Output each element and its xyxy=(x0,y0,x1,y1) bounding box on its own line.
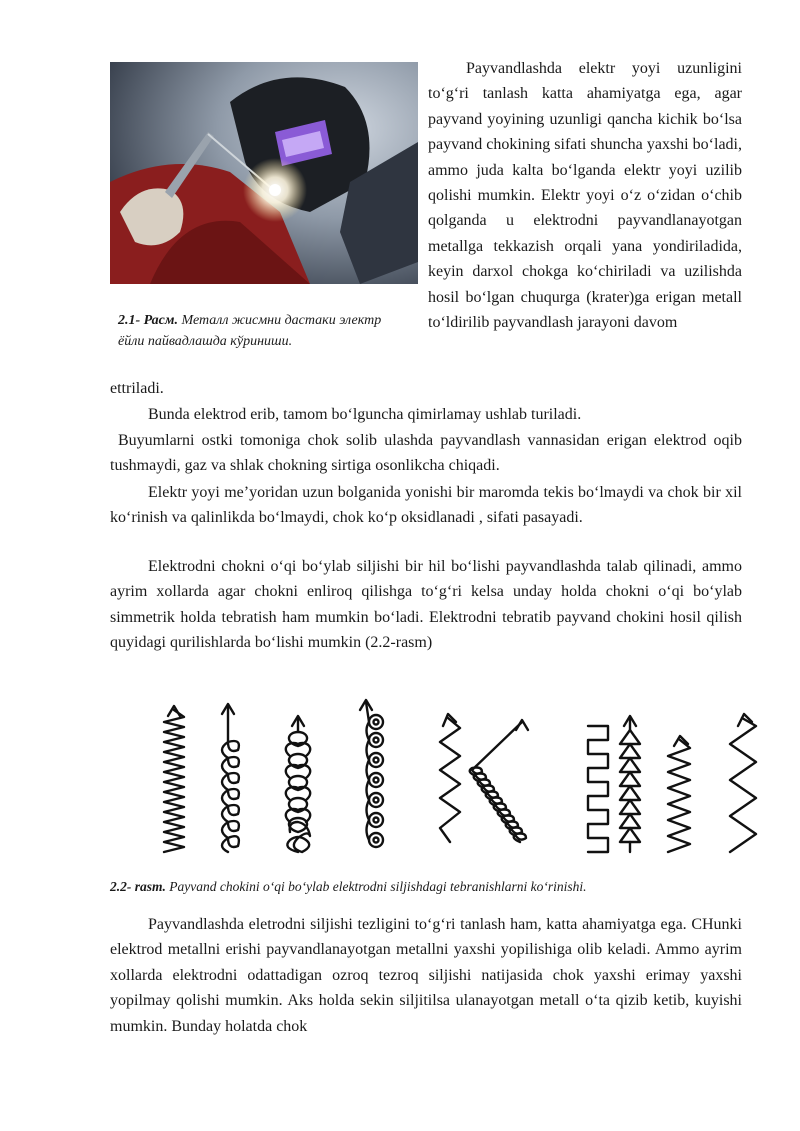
paragraph-electrode-speed: Payvandlashda eletrodni siljishi tezligini to‘g‘ri tanlash ham, katta ahamiyatga ega. CHunki elektrod metallni erishi payvandlanayotgan metallni yaxshi yopilishiga olib keladi. Ammo ayrim xollarda elektrodni odattadigan ozroq tezroq siljishi natijasida chok yaxshi erimay yaxshi yopilmay qolishi mumkin. Aks holda sekin siljitilsa ulanayotgan metall o‘ta qizib ketib, kuyishi mumkin. Bunday holatda chok xyxy=(110,916,742,1035)
paragraph-electrode-hold: Bunda elektrod erib, tamom bo‘lguncha qimirlamay ushlab turiladi. xyxy=(148,406,582,423)
figure-2-1-caption-number: 2.1- Расм. xyxy=(118,313,178,328)
figure-2-1-caption xyxy=(118,310,388,352)
welding-photo xyxy=(110,62,418,284)
paragraph-electrode-oscillation: Elektrodni chokni o‘qi bo‘ylab siljishi bir hil bo‘lishi payvandlashda talab qilinadi, ammo ayrim xollarda agar chokni enliroq qilishga to‘g‘ri kelsa unday holda chokni o‘qi bo‘ylab simmetrik holda tebratish ham mumkin bo‘ladi. Elektrodni tebratib payvand chokini hosil qilish quyidagi qurilishlarda bo‘lishi mumkin (2.2-rasm) xyxy=(110,558,742,652)
pattern-large-zigzag xyxy=(730,714,756,852)
paragraph-arc-length: Payvandlashda elektr yoyi uzunligini to‘g‘ri tanlash katta ahamiyatga ega, agar payvand yoyining uzunligi qancha kichik bo‘lsa payvand chokining sifati shuncha yaxshi bo‘ladi, ammo juda kalta bo‘lganda elektr yoyi uzilib qolishi mumkin. Elektr yoyi o‘z o‘zidan o‘chib qolganda u elektrodni payvandlanayotgan metallga tekkazish orqali yana yondiriladida, keyin darxol chokga ko‘chiriladi va uzilishda hosil bo‘lgan chuqurga (krater)ga erigan metall to‘ldirilib payvandlash jarayoni davom xyxy=(428,60,742,332)
figure-2-2-caption xyxy=(110,878,742,896)
pattern-square-wave xyxy=(588,726,608,852)
paragraph-arc-length-continuation: ettriladi. xyxy=(110,380,164,397)
pattern-figure-eight xyxy=(286,716,310,852)
pattern-medium-zigzag xyxy=(668,736,690,852)
pattern-tight-zigzag xyxy=(164,706,184,852)
pattern-loops xyxy=(222,704,239,852)
figure-2-2-caption-number: 2.2- rasm. xyxy=(110,879,166,894)
pattern-spiral-loops xyxy=(360,700,383,847)
pattern-dense-loops xyxy=(470,720,528,842)
figure-2-2-caption-text: Payvand chokini o‘qi bo‘ylab elektrodni siljishdagi tebranishlarni ko‘rinishi. xyxy=(169,879,587,894)
pattern-triangles xyxy=(620,716,640,852)
pattern-wide-zigzag xyxy=(440,714,460,842)
figure-2-1-caption-text: Металл жисмни дастаки электр ёйли пайвадлашда кўриниши. xyxy=(118,313,382,349)
paragraph-bottom-seam: Buyumlarni ostki tomoniga chok solib ulashda payvandlash vannasidan erigan elektrod oqib tushmaydi, gaz va shlak chokning sirtiga osonlikcha chiqadi. xyxy=(110,432,742,475)
paragraph-long-arc: Elektr yoyi me’yoridan uzun bolganida yonishi bir maromda tekis bo‘lmaydi va chok bir xil ko‘rinish va qalinlikda bo‘lmaydi, chok ko‘p oksidlanadi , sifati pasayadi. xyxy=(110,484,742,527)
oscillation-patterns-figure xyxy=(150,692,780,868)
